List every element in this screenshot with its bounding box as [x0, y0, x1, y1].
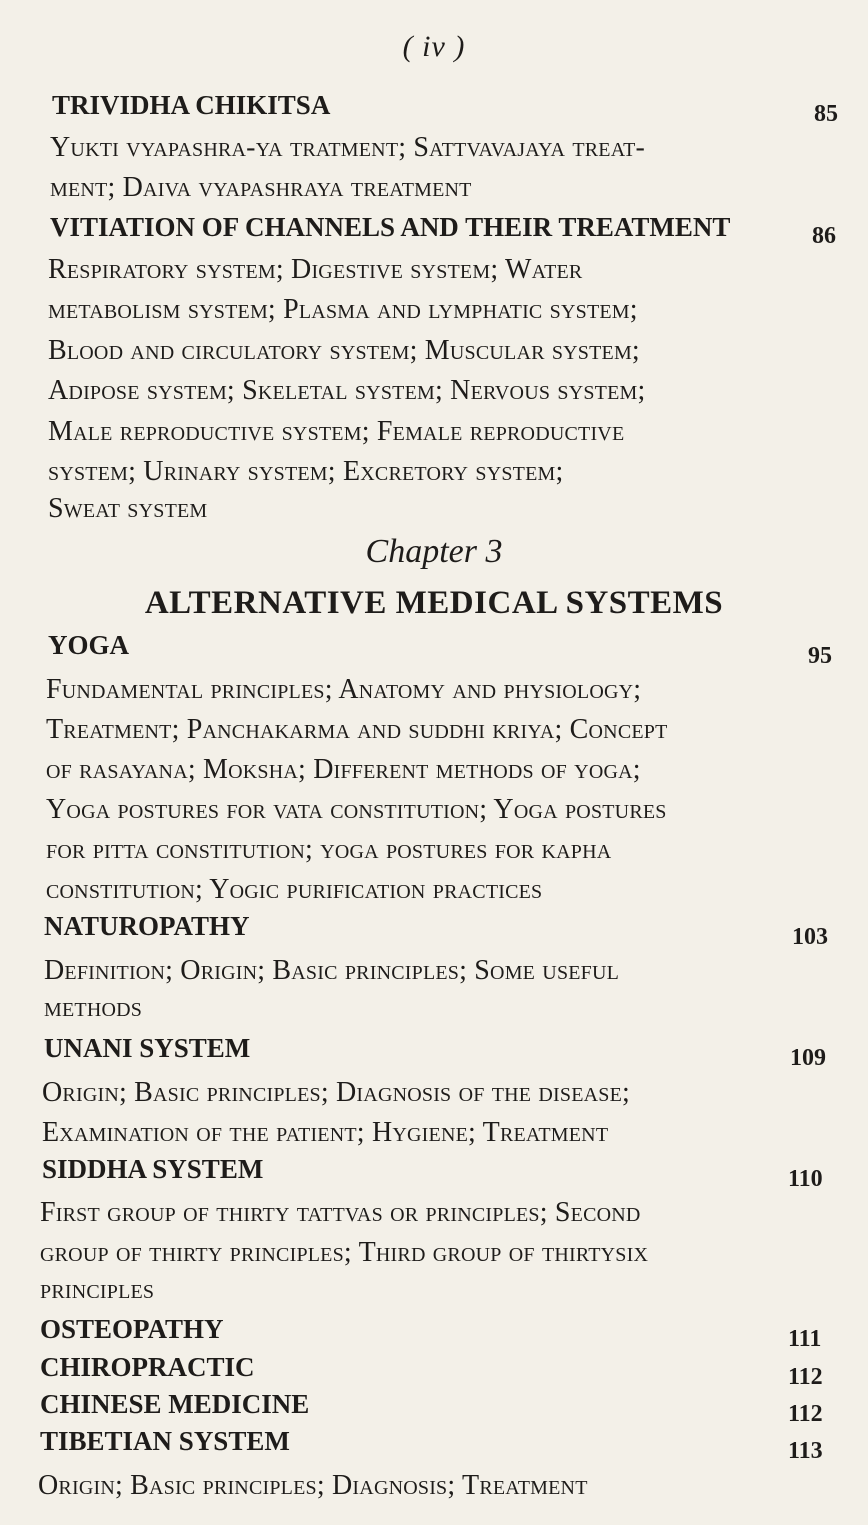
- entry-desc-line: First group of thirty tattvas or principles; Second: [40, 1197, 641, 1228]
- entry-page-chiropractic: 112: [788, 1364, 823, 1390]
- entry-heading-osteopathy: OSTEOPATHY: [40, 1314, 224, 1344]
- entry-heading-trividha-chikitsa: TRIVIDHA CHIKITSA: [52, 90, 331, 120]
- entry-heading-tibetian-system: TIBETIAN SYSTEM: [40, 1426, 290, 1456]
- entry-desc-line: Fundamental principles; Anatomy and physiology;: [46, 674, 642, 705]
- entry-page-unani-system: 109: [790, 1045, 826, 1071]
- page-number: ( iv ): [402, 30, 466, 63]
- entry-heading-chinese-medicine: CHINESE MEDICINE: [40, 1389, 310, 1419]
- entry-desc-line: group of thirty principles; Third group of thirtysix: [40, 1237, 649, 1268]
- chapter-label: Chapter 3: [365, 533, 503, 570]
- entry-desc-line: Examination of the patient; Hygiene; Treatment: [42, 1117, 609, 1148]
- entry-page-siddha-system: 110: [788, 1166, 823, 1192]
- entry-heading-unani-system: UNANI SYSTEM: [44, 1033, 251, 1063]
- entry-desc-line: Treatment; Panchakarma and suddhi kriya; Concept: [46, 714, 668, 745]
- entry-desc-line: principles: [40, 1274, 155, 1305]
- entry-desc-line: for pitta constitution; yoga postures for kapha: [46, 834, 612, 865]
- entry-desc-line: constitution; Yogic purification practices: [46, 874, 543, 905]
- entry-heading-siddha-system: SIDDHA SYSTEM: [42, 1154, 264, 1184]
- entry-page-osteopathy: 111: [788, 1326, 822, 1352]
- entry-page-tibetian-system: 113: [788, 1438, 823, 1464]
- entry-desc-line: Sweat system: [48, 493, 208, 524]
- entry-heading-chiropractic: CHIROPRACTIC: [40, 1352, 255, 1382]
- entry-desc-line: methods: [44, 992, 143, 1023]
- chapter-title: ALTERNATIVE MEDICAL SYSTEMS: [144, 585, 724, 621]
- entry-heading-yoga: YOGA: [48, 630, 129, 660]
- entry-desc-line: metabolism system; Plasma and lymphatic system;: [48, 294, 638, 325]
- entry-page-trividha-chikitsa: 85: [814, 101, 838, 127]
- entry-desc-line: Yukti vyapashra-ya tratment; Sattvavajaya treat-: [50, 132, 646, 163]
- entry-desc-line: of rasayana; Moksha; Different methods of yoga;: [46, 754, 641, 785]
- entry-desc-line: Respiratory system; Digestive system; Water: [48, 254, 583, 285]
- entry-page-naturopathy: 103: [792, 924, 828, 950]
- entry-desc-line: ment; Daiva vyapashraya treatment: [50, 172, 472, 203]
- entry-heading-vitiation-of-channels: VITIATION OF CHANNELS AND THEIR TREATMENT: [50, 212, 731, 242]
- entry-desc-line: Adipose system; Skeletal system; Nervous system;: [48, 375, 646, 406]
- entry-desc-line: Male reproductive system; Female reproductive: [48, 416, 625, 447]
- entry-desc-line: system; Urinary system; Excretory system;: [48, 456, 564, 487]
- entry-desc-line: Blood and circulatory system; Muscular system;: [48, 335, 640, 366]
- entry-desc-line: Origin; Basic principles; Diagnosis of the disease;: [42, 1077, 631, 1108]
- entry-desc-line: Origin; Basic principles; Diagnosis; Treatment: [38, 1470, 588, 1501]
- entry-heading-naturopathy: NATUROPATHY: [44, 911, 250, 941]
- entry-page-yoga: 95: [808, 643, 832, 669]
- entry-page-chinese-medicine: 112: [788, 1401, 823, 1427]
- entry-desc-line: Definition; Origin; Basic principles; Some useful: [44, 955, 620, 986]
- entry-desc-line: Yoga postures for vata constitution; Yoga postures: [46, 794, 667, 825]
- entry-page-vitiation-of-channels: 86: [812, 223, 836, 249]
